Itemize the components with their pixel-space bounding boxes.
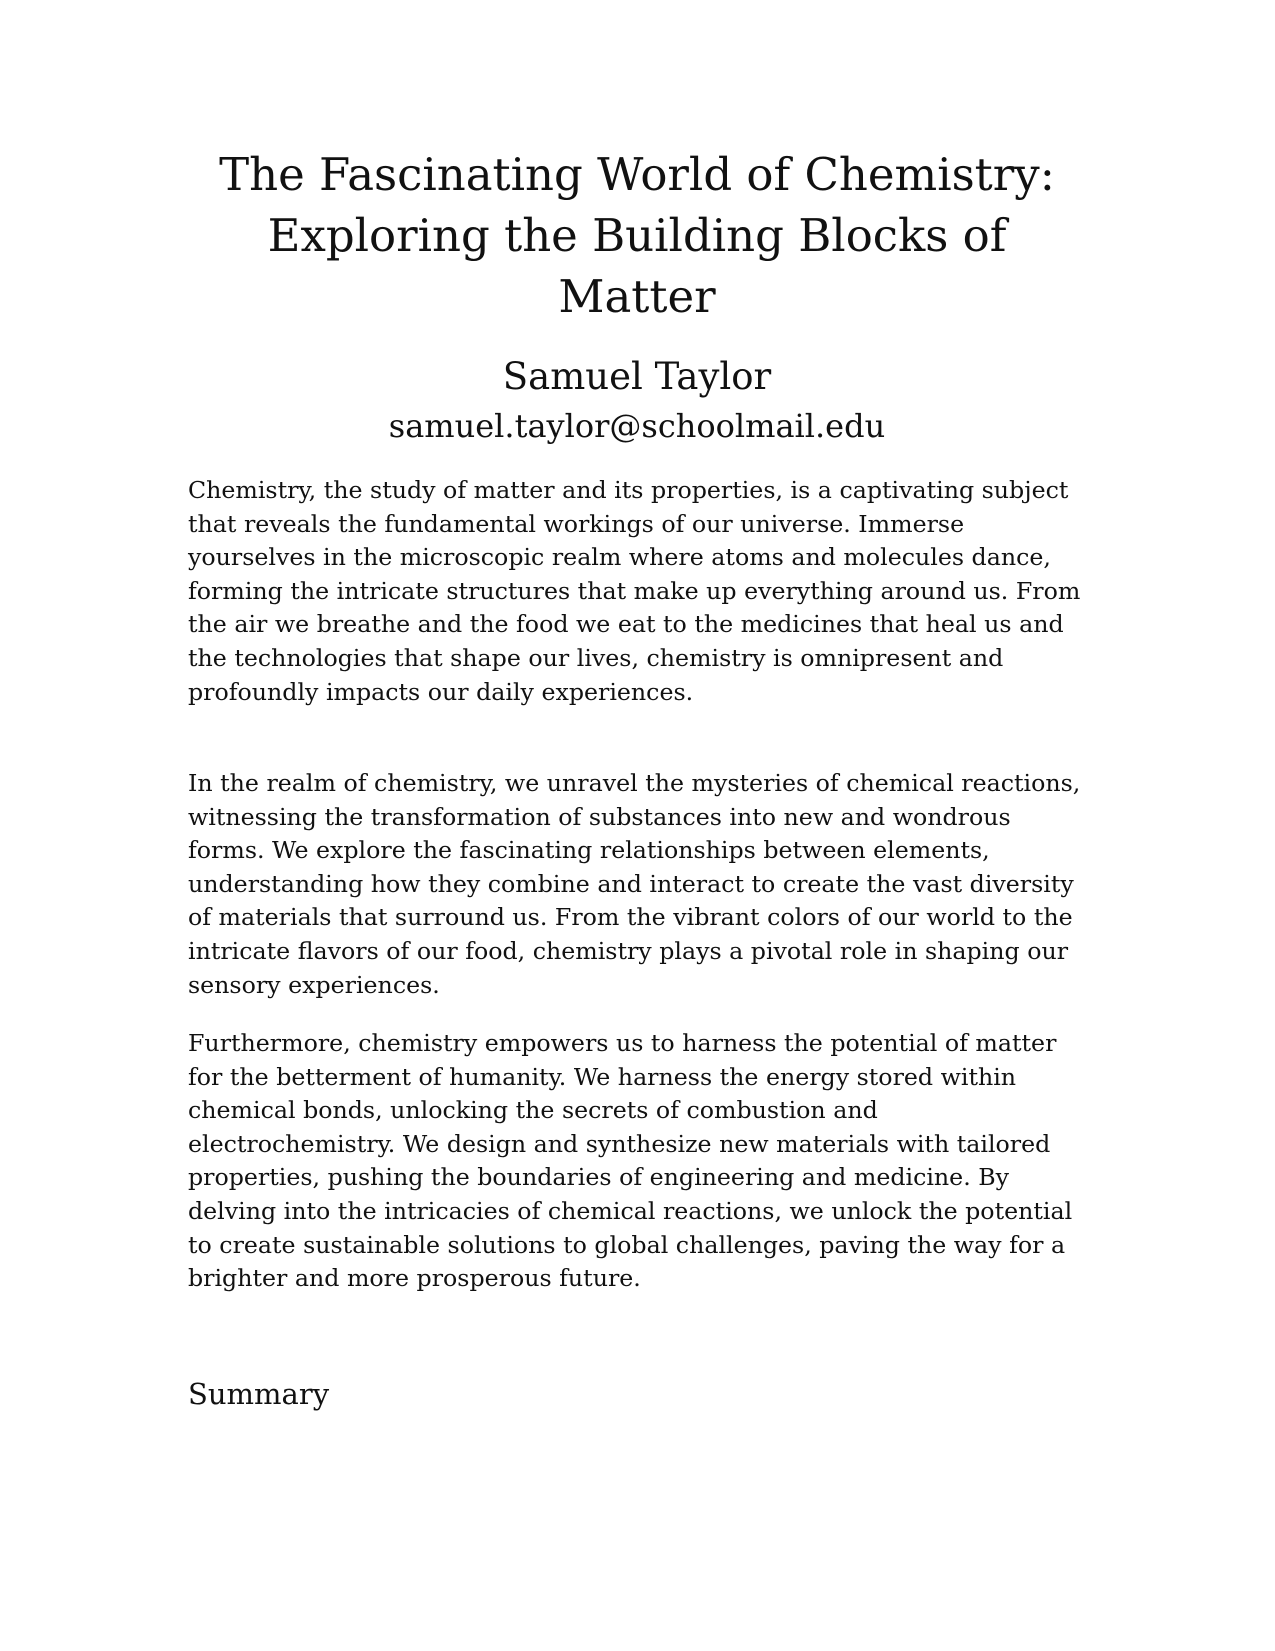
author-name: Samuel Taylor [502, 355, 772, 398]
author-email: samuel.taylor@schoolmail.edu [388, 407, 886, 445]
body-paragraph: Furthermore, chemistry empowers us to harness the potential of matter for the betterment of humanity. We harness the energy stored within chemical bonds, unlocking the secrets of combustion and electrochemistry. We design and synthesize new materials with tailored properties, pushing the boundaries of engineering and medicine. By delving into the intricacies of chemical reactions, we unlock the potential to create sustainable solutions to global challenges, paving the way for a brighter and more prosperous future. [188, 1029, 1073, 1293]
body-paragraph: In the realm of chemistry, we unravel the mysteries of chemical reactions, witnessing the transformation of substances into new and wondrous forms. We explore the fascinating relationships between elements, understanding how they combine and interact to create the vast diversity of materials that surround us. From the vibrant colors of our world to the intricate flavors of our food, chemistry plays a pivotal role in shaping our sensory experiences. [188, 769, 1081, 999]
summary-heading: Summary [188, 1377, 330, 1411]
document-title: The Fascinating World of Chemistry: Exploring the Building Blocks of Matter [219, 148, 1055, 323]
body-paragraph: Chemistry, the study of matter and its properties, is a captivating subject that reveals the fundamental workings of our universe. Immerse yourselves in the microscopic realm where atoms and molecules dance, forming the intricate structures that make up everything around us. From the air we breathe and the food we eat to the medicines that heal us and the technologies that shape our lives, chemistry is omnipresent and profoundly impacts our daily experiences. [188, 476, 1081, 706]
